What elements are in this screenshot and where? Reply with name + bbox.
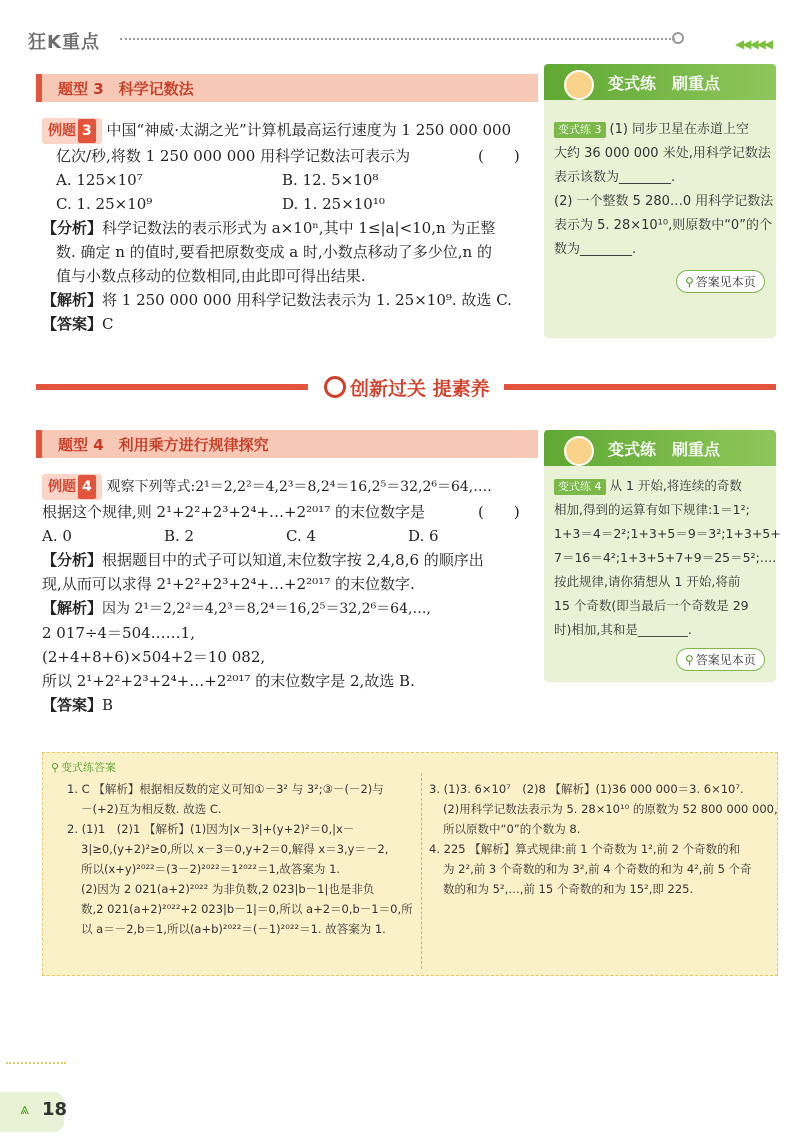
example-4-solution-line2: 2 017÷4＝504……1, [42,624,195,642]
section-3-bar [36,74,538,102]
example-4-solution-line4: 所以 2¹+2²+2³+2⁴+…+2²⁰¹⁷ 的末位数字是 2,故选 B. [42,672,415,690]
innovation-icon [324,376,346,398]
section-4-bar [36,430,538,458]
analysis-label: 【分析】 [42,219,103,237]
example-4-tag: 例题 4 [42,474,102,500]
example-4-answer: B [102,696,114,714]
solution-label: 【解析】 [42,599,103,617]
variant-practice-header-2 [544,430,776,466]
example-3-option-b: B. 12. 5×10⁸ [282,171,379,189]
example-3-answer-bracket: ( ) [478,147,520,165]
pin-icon: ⚲ [685,653,694,667]
answer-4-line1: 4. 225 【解析】算式规律:前 1 个奇数为 1²,前 2 个奇数的和 [429,842,741,856]
variant-practice-3-text: 变式练 3 (1) 同步卫星在赤道上空 大约 36 000 000 米处,用科学记数法 表示该数为________. (2) 一个整数 5 280…0 用科学记数法 表示为 5. 28×10¹⁰,则原数中“0”的个 数为________. [554,122,774,257]
answer-label: 【答案】 [42,696,103,714]
example-3-analysis-line1: 科学记数法的表示形式为 a×10ⁿ,其中 1≤|a|<10,n 为正整 [102,219,496,237]
example-4-option-d: D. 6 [408,527,439,545]
example-4-option-c: C. 4 [286,527,317,545]
answer-1-line2: －(+2)互为相反数. 故选 C. [81,802,222,816]
pin-icon: ⚲ [51,761,60,774]
example-4-analysis-line1: 根据题目中的式子可以知道,末位数字按 2,4,8,6 的顺序出 [102,551,484,569]
example-4-solution-line1: 因为 2¹＝2,2²＝4,2³＝8,2⁴＝16,2⁵＝32,2⁶＝64,…, [102,601,431,617]
divider-title: 创新过关 提素养 [316,374,498,401]
footer-dotted-line [6,1062,66,1064]
example-4-solution-line3: (2+4+8+6)×504+2＝10 082, [42,648,266,666]
header-circle-icon [672,32,684,44]
answers-left-column [67,779,417,939]
answer-2-line6: 以 a＝－2,b＝1,所以(a+b)²⁰²²＝(－1)²⁰²²＝1. 故答案为 1. [81,922,386,936]
example-3-option-d: D. 1. 25×10¹⁰ [282,195,385,213]
brand-logo [28,28,100,54]
variant-answers-tag: ⚲ 变式练答案 [51,761,117,774]
answers-right-column [429,779,778,899]
mascot-icon [564,70,594,100]
answer-4-line3: 数的和为 5²,…,前 15 个奇数的和为 15²,即 225. [443,882,694,896]
variant-3-tag: 变式练 3 [554,122,606,138]
answers-column-divider [421,773,423,969]
answer-3-line2: (2)用科学记数法表示为 5. 28×10¹⁰ 的原数为 52 800 000 000, [443,802,778,816]
answer-2-line3: 所以(x+y)²⁰²²＝(3－2)²⁰²²＝1²⁰²²＝1,故答案为 1. [81,862,341,876]
header-dotted-line [120,38,675,40]
answer-2-line4: (2)因为 2 021(a+2)²⁰²² 为非负数,2 023|b－1|也是非负 [81,882,375,896]
example-3-answer: C [102,315,114,333]
variant-practice-box-1 [544,64,776,338]
variant-4-tag: 变式练 4 [554,479,606,495]
answer-label: 【答案】 [42,315,103,333]
example-3-solution: 将 1 250 000 000 用科学记数法表示为 1. 25×10⁹. 故选 C. [102,291,512,309]
section-3-title: 题型 3 科学记数法 [58,80,194,98]
answer-2-line1: 2. (1)1 (2)1 【解析】(1)因为|x－3|+(y+2)²＝0,|x－ [67,822,355,836]
analysis-label: 【分析】 [42,551,103,569]
brand-logo-text: 狂K重点 [28,32,100,53]
answer-3-line3: 所以原数中“0”的个数为 8. [443,822,581,836]
variant-answers-panel [42,752,778,976]
solution-label: 【解析】 [42,291,103,309]
answer-1-line1: 1. C 【解析】根据相反数的定义可知①－3² 与 3²;③－(－2)与 [67,782,384,796]
variant-practice-title-1: 变式练 刷重点 [608,74,721,93]
mascot-icon [564,436,594,466]
example-4-option-b: B. 2 [164,527,195,545]
header-arrows-icon: ◀◀◀◀◀ [735,37,772,51]
section-4-title: 题型 4 利用乘方进行规律探究 [58,436,269,454]
example-4-answer-bracket: ( ) [478,503,520,521]
answer-2-line2: 3|≥0,(y+2)²≥0,所以 x－3＝0,y+2＝0,解得 x＝3,y＝－2, [81,842,389,856]
answer-3-line1: 3. (1)3. 6×10⁷ (2)8 【解析】(1)36 000 000＝3. 6×10⁷. [429,782,744,796]
variant-practice-title-2: 变式练 刷重点 [608,440,721,459]
answer-reference-2[interactable]: ⚲ 答案见本页 [676,648,765,671]
example-4-option-a: A. 0 [42,527,72,545]
page-number: 18 [42,1099,68,1120]
divider-line-right [504,384,776,390]
variant-practice-header-1 [544,64,776,100]
example-3-option-a: A. 125×10⁷ [56,171,143,189]
answer-4-line2: 为 2²,前 3 个奇数的和为 3²,前 4 个奇数的和为 4²,前 5 个奇 [443,862,752,876]
example-3-tag: 例题 3 [42,118,102,144]
example-3 [42,118,534,336]
example-3-analysis-line3: 值与小数点移动的位数相同,由此即可得出结果. [56,267,366,285]
variant-practice-box-2 [544,430,781,682]
example-4-question-line2: 根据这个规律,则 2¹+2²+2³+2⁴+…+2²⁰¹⁷ 的末位数字是 [42,503,425,521]
answer-reference-1[interactable]: ⚲ 答案见本页 [676,270,765,293]
divider-line-left [36,384,308,390]
page-logo-icon: ⩓ [20,1099,30,1118]
example-4-question-line1: 观察下列等式:2¹＝2,2²＝4,2³＝8,2⁴＝16,2⁵＝32,2⁶＝64,…. [106,479,492,495]
variant-practice-4-text: 变式练 4 从 1 开始,将连续的奇数 相加,得到的运算有如下规律:1＝1²; 1+3＝4＝2²;1+3+5＝9＝3²;1+3+5+ 7＝16＝4²;1+3+5+7+9＝25＝5²;…. 按此规律,请你猜想从 1 开始,将前 15 个奇数(即当最后一个奇数是 29 时)相加,其和是________. [554,478,781,637]
example-3-analysis-line2: 数. 确定 n 的值时,要看把原数变成 a 时,小数点移动了多少位,n 的 [56,243,492,261]
example-3-option-c: C. 1. 25×10⁹ [56,195,153,213]
example-3-question-line2: 亿次/秒,将数 1 250 000 000 用科学记数法可表示为 [56,147,411,165]
example-4-analysis-line2: 现,从而可以求得 2¹+2²+2³+2⁴+…+2²⁰¹⁷ 的末位数字. [42,575,415,593]
pin-icon: ⚲ [685,275,694,289]
example-3-question-line1: 中国“神威·太湖之光”计算机最高运行速度为 1 250 000 000 [106,121,512,139]
answer-2-line5: 数,2 021(a+2)²⁰²²+2 023|b－1|＝0,所以 a+2＝0,b－1＝0,所 [81,902,413,916]
example-4 [42,474,534,717]
